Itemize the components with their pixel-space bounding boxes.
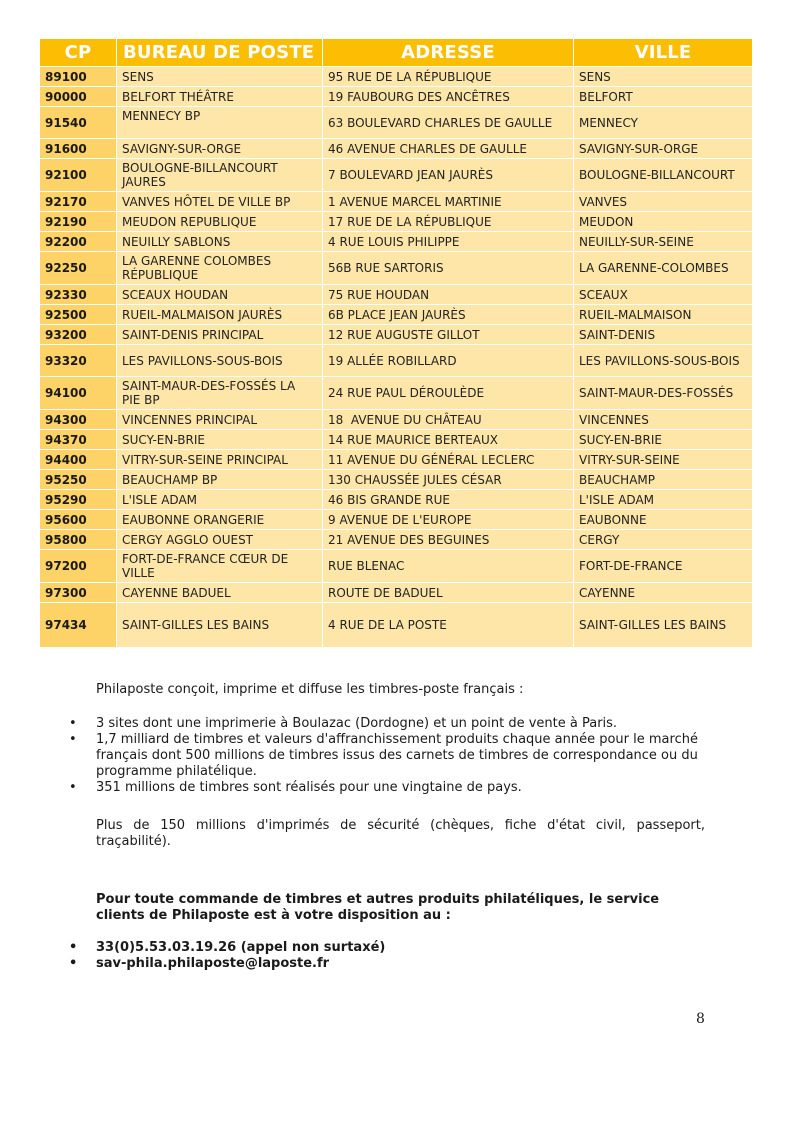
email-address: sav-phila.philaposte@laposte.fr — [96, 956, 330, 971]
contact-heading: Pour toute commande de timbres et autres produits philatéliques, le service clients de Philaposte est à votre disposition au : — [96, 892, 660, 923]
bullet-icon: • — [69, 780, 77, 795]
cell-adresse: 46 AVENUE CHARLES DE GAULLE — [323, 139, 574, 159]
cell-ville: NEUILLY-SUR-SEINE — [574, 232, 753, 252]
table-row — [40, 159, 753, 192]
cell-bureau: SAINT-DENIS PRINCIPAL — [117, 325, 323, 345]
cell-adresse: 18 AVENUE DU CHÂTEAU — [323, 410, 574, 430]
cell-cp: 97434 — [40, 603, 117, 648]
table-row — [40, 107, 753, 139]
table-row — [40, 550, 753, 583]
cell-bureau: BOULOGNE-BILLANCOURT JAURES — [117, 159, 323, 192]
cell-adresse: 7 BOULEVARD JEAN JAURÈS — [323, 159, 574, 192]
cell-bureau: SUCY-EN-BRIE — [117, 430, 323, 450]
cell-ville: SAVIGNY-SUR-ORGE — [574, 139, 753, 159]
cell-adresse: 4 RUE DE LA POSTE — [323, 603, 574, 648]
contacts-list — [69, 940, 705, 972]
table-row — [40, 87, 753, 107]
cell-ville: MEUDON — [574, 212, 753, 232]
cell-bureau: CERGY AGGLO OUEST — [117, 530, 323, 550]
cell-bureau: LA GARENNE COLOMBES RÉPUBLIQUE — [117, 252, 323, 285]
cell-cp: 95600 — [40, 510, 117, 530]
cell-cp: 90000 — [40, 87, 117, 107]
cell-ville: L'ISLE ADAM — [574, 490, 753, 510]
table-row — [40, 232, 753, 252]
bullet-icon: • — [69, 956, 78, 971]
cell-ville: VANVES — [574, 192, 753, 212]
cell-bureau: EAUBONNE ORANGERIE — [117, 510, 323, 530]
cell-bureau: MEUDON REPUBLIQUE — [117, 212, 323, 232]
cell-ville: SCEAUX — [574, 285, 753, 305]
table-row — [40, 192, 753, 212]
cell-adresse: 21 AVENUE DES BEGUINES — [323, 530, 574, 550]
cell-adresse: 11 AVENUE DU GÉNÉRAL LECLERC — [323, 450, 574, 470]
cell-ville: LA GARENNE-COLOMBES — [574, 252, 753, 285]
cell-cp: 92500 — [40, 305, 117, 325]
cell-bureau: FORT-DE-FRANCE CŒUR DE VILLE — [117, 550, 323, 583]
cell-adresse: 19 ALLÉE ROBILLARD — [323, 345, 574, 377]
cell-bureau: LES PAVILLONS-SOUS-BOIS — [117, 345, 323, 377]
table-row — [40, 583, 753, 603]
cell-cp: 92170 — [40, 192, 117, 212]
table-row — [40, 377, 753, 410]
cell-bureau: RUEIL-MALMAISON JAURÈS — [117, 305, 323, 325]
cell-ville: BELFORT — [574, 87, 753, 107]
cell-bureau: VANVES HÔTEL DE VILLE BP — [117, 192, 323, 212]
list-item — [69, 940, 705, 956]
cell-adresse: 1 AVENUE MARCEL MARTINIE — [323, 192, 574, 212]
list-item — [69, 956, 705, 972]
header-cp: CP — [40, 39, 117, 67]
intro-text: Philaposte conçoit, imprime et diffuse les timbres-poste français : — [96, 682, 524, 697]
cell-cp: 95800 — [40, 530, 117, 550]
cell-ville: BOULOGNE-BILLANCOURT — [574, 159, 753, 192]
cell-cp: 91600 — [40, 139, 117, 159]
list-item — [69, 780, 705, 796]
table-header-row — [40, 39, 753, 67]
cell-cp: 94400 — [40, 450, 117, 470]
cell-adresse: 56B RUE SARTORIS — [323, 252, 574, 285]
cell-adresse: 63 BOULEVARD CHARLES DE GAULLE — [323, 107, 574, 139]
page-number: 8 — [696, 1011, 705, 1027]
cell-cp: 92330 — [40, 285, 117, 305]
table-row — [40, 285, 753, 305]
cell-ville: CERGY — [574, 530, 753, 550]
table-row — [40, 430, 753, 450]
cell-adresse: 46 BIS GRANDE RUE — [323, 490, 574, 510]
cell-ville: BEAUCHAMP — [574, 470, 753, 490]
cell-adresse: 14 RUE MAURICE BERTEAUX — [323, 430, 574, 450]
cell-cp: 93320 — [40, 345, 117, 377]
cell-adresse: 19 FAUBOURG DES ANCÊTRES — [323, 87, 574, 107]
cell-adresse: 95 RUE DE LA RÉPUBLIQUE — [323, 67, 574, 87]
cell-adresse: ROUTE DE BADUEL — [323, 583, 574, 603]
list-item — [69, 732, 705, 780]
table-row — [40, 470, 753, 490]
cell-cp: 94370 — [40, 430, 117, 450]
cell-cp: 97200 — [40, 550, 117, 583]
cell-ville: SAINT-MAUR-DES-FOSSÉS — [574, 377, 753, 410]
phone-number: 33(0)5.53.03.19.26 (appel non surtaxé) — [96, 940, 386, 955]
cell-bureau: VITRY-SUR-SEINE PRINCIPAL — [117, 450, 323, 470]
table-row — [40, 450, 753, 470]
cell-bureau: SCEAUX HOUDAN — [117, 285, 323, 305]
cell-bureau: NEUILLY SABLONS — [117, 232, 323, 252]
cell-ville: SUCY-EN-BRIE — [574, 430, 753, 450]
table-row — [40, 490, 753, 510]
cell-ville: SENS — [574, 67, 753, 87]
cell-ville: LES PAVILLONS-SOUS-BOIS — [574, 345, 753, 377]
cell-ville: MENNECY — [574, 107, 753, 139]
cell-adresse: 4 RUE LOUIS PHILIPPE — [323, 232, 574, 252]
cell-adresse: 130 CHAUSSÉE JULES CÉSAR — [323, 470, 574, 490]
cell-ville: VINCENNES — [574, 410, 753, 430]
cell-adresse: RUE BLENAC — [323, 550, 574, 583]
cell-ville: VITRY-SUR-SEINE — [574, 450, 753, 470]
table-row — [40, 325, 753, 345]
table-row — [40, 139, 753, 159]
bullet-icon: • — [69, 716, 77, 731]
table-row — [40, 345, 753, 377]
cell-ville: EAUBONNE — [574, 510, 753, 530]
table-row — [40, 67, 753, 87]
cell-cp: 92190 — [40, 212, 117, 232]
cell-ville: SAINT-GILLES LES BAINS — [574, 603, 753, 648]
security-paragraph: Plus de 150 millions d'imprimés de sécurité (chèques, fiche d'état civil, passeport, traçabilité). — [96, 818, 705, 849]
cell-bureau: BEAUCHAMP BP — [117, 470, 323, 490]
cell-bureau: SAINT-MAUR-DES-FOSSÉS LA PIE BP — [117, 377, 323, 410]
cell-ville: SAINT-DENIS — [574, 325, 753, 345]
fact-text: 351 millions de timbres sont réalisés pour une vingtaine de pays. — [96, 780, 522, 795]
table-row — [40, 530, 753, 550]
table-row — [40, 510, 753, 530]
cell-cp: 92250 — [40, 252, 117, 285]
bullet-icon: • — [69, 940, 78, 955]
cell-bureau: SAINT-GILLES LES BAINS — [117, 603, 323, 648]
cell-cp: 94100 — [40, 377, 117, 410]
list-item — [69, 716, 705, 732]
cell-ville: CAYENNE — [574, 583, 753, 603]
cell-adresse: 75 RUE HOUDAN — [323, 285, 574, 305]
cell-cp: 92200 — [40, 232, 117, 252]
cell-bureau: BELFORT THÉÂTRE — [117, 87, 323, 107]
bullet-icon: • — [69, 732, 77, 747]
post-offices-table — [39, 38, 753, 648]
fact-text: 3 sites dont une imprimerie à Boulazac (Dordogne) et un point de vente à Paris. — [96, 716, 618, 731]
cell-bureau: MENNECY BP — [117, 107, 323, 139]
post-offices-table-wrapper — [39, 38, 752, 648]
cell-adresse: 9 AVENUE DE L'EUROPE — [323, 510, 574, 530]
table-row — [40, 410, 753, 430]
cell-bureau: SAVIGNY-SUR-ORGE — [117, 139, 323, 159]
cell-bureau: SENS — [117, 67, 323, 87]
cell-cp: 97300 — [40, 583, 117, 603]
cell-cp: 93200 — [40, 325, 117, 345]
cell-cp: 95290 — [40, 490, 117, 510]
cell-cp: 91540 — [40, 107, 117, 139]
cell-cp: 94300 — [40, 410, 117, 430]
table-row — [40, 212, 753, 232]
cell-adresse: 17 RUE DE LA RÉPUBLIQUE — [323, 212, 574, 232]
header-bureau: BUREAU DE POSTE — [117, 39, 323, 67]
table-row — [40, 252, 753, 285]
cell-cp: 95250 — [40, 470, 117, 490]
cell-adresse: 12 RUE AUGUSTE GILLOT — [323, 325, 574, 345]
cell-bureau: L'ISLE ADAM — [117, 490, 323, 510]
table-row — [40, 603, 753, 648]
cell-ville: RUEIL-MALMAISON — [574, 305, 753, 325]
cell-adresse: 6B PLACE JEAN JAURÈS — [323, 305, 574, 325]
cell-bureau: VINCENNES PRINCIPAL — [117, 410, 323, 430]
cell-adresse: 24 RUE PAUL DÉROULÈDE — [323, 377, 574, 410]
cell-ville: FORT-DE-FRANCE — [574, 550, 753, 583]
header-adresse: ADRESSE — [323, 39, 574, 67]
table-row — [40, 305, 753, 325]
facts-list — [69, 716, 705, 796]
fact-text: 1,7 milliard de timbres et valeurs d'affranchissement produits chaque année pour le marché français dont 500 millions de timbres issus des carnets de timbres de correspondance ou du programme philatélique. — [96, 732, 698, 779]
cell-cp: 92100 — [40, 159, 117, 192]
cell-bureau: CAYENNE BADUEL — [117, 583, 323, 603]
cell-cp: 89100 — [40, 67, 117, 87]
header-ville: VILLE — [574, 39, 753, 67]
